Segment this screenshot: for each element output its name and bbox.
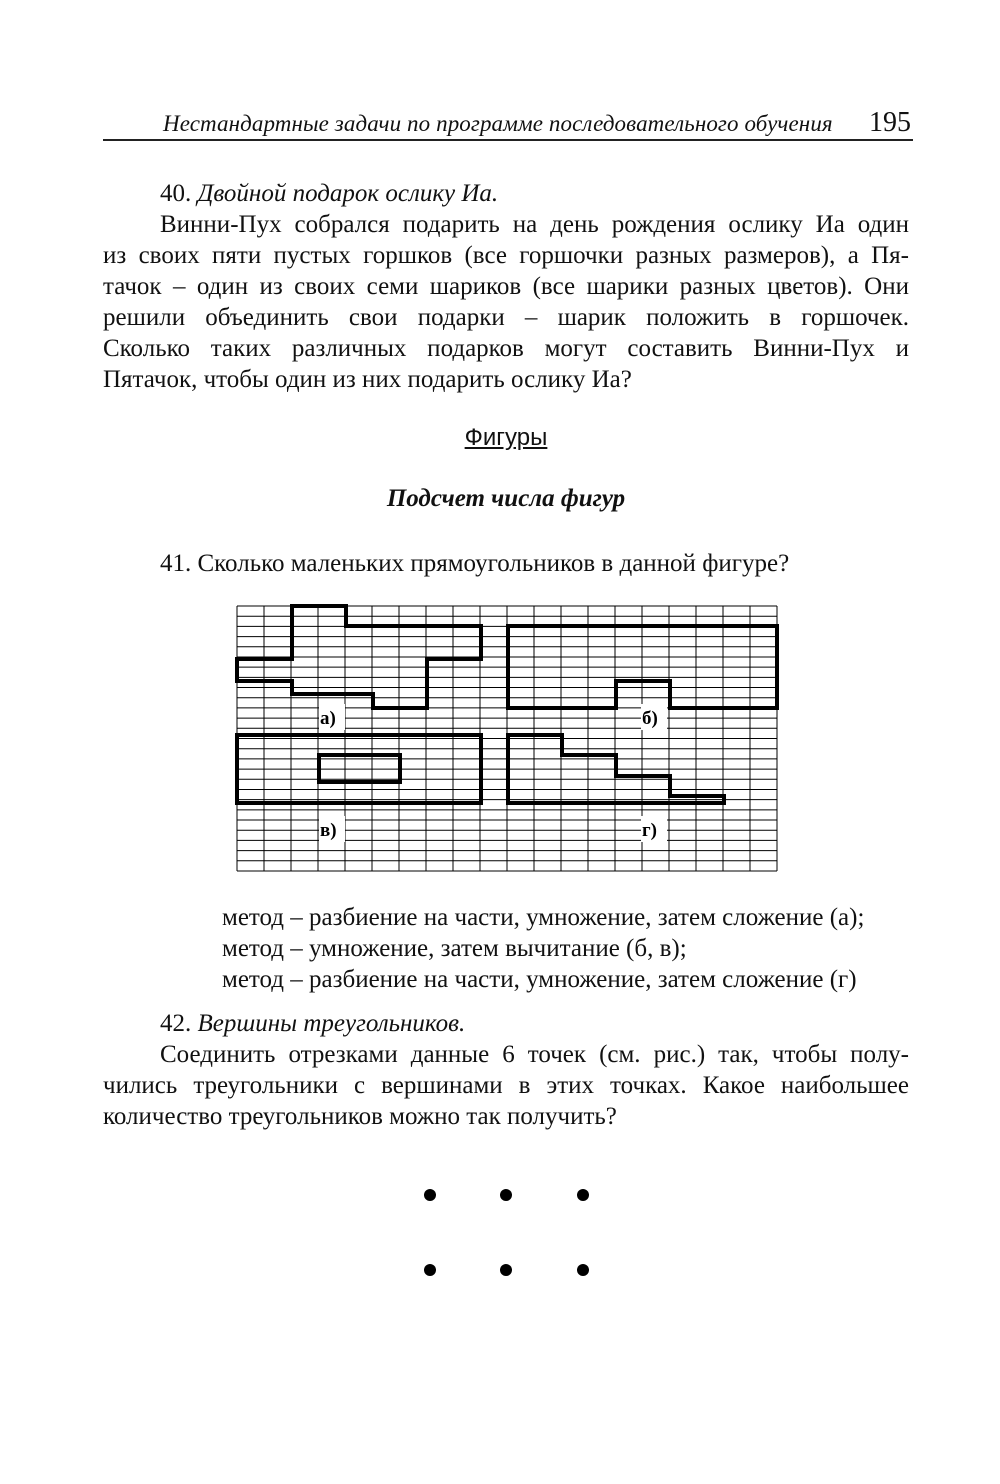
section-heading: Подсчет числа фигур <box>386 485 626 512</box>
problem-40-number: 40. <box>160 180 192 207</box>
problem-40-line-4: решили объединить свои подарки – шарик положить в горшочек. <box>103 304 909 331</box>
problem-40-line-5: Сколько таких различных подарков могут составить Винни-Пух и <box>103 335 909 362</box>
figure-label-b: б) <box>642 708 658 729</box>
problem-40-heading <box>103 178 909 209</box>
problem-40-line-6: Пятачок, чтобы один из них подарить ослику Иа? <box>103 366 632 393</box>
point-3 <box>577 1189 589 1201</box>
method-2: метод – умножение, затем вычитание (б, в); <box>222 935 687 962</box>
section-link-figures[interactable]: Фигуры <box>464 424 548 451</box>
problem-42-line-2: чились треугольники с вершинами в этих точках. Какое наибольшее <box>103 1072 909 1099</box>
grid-figure-svg <box>225 596 785 881</box>
problem-42-line-1: Соединить отрезками данные 6 точек (см. рис.) так, чтобы полу- <box>160 1041 909 1068</box>
method-3: метод – разбиение на части, умножение, затем сложение (г) <box>222 966 857 993</box>
method-1: метод – разбиение на части, умножение, затем сложение (а); <box>222 904 865 931</box>
problem-41-text: 41. Сколько маленьких прямоугольников в данной фигуре? <box>160 550 790 577</box>
problem-41 <box>103 548 909 579</box>
problem-40-line-2: из своих пяти пустых горшков (все горшочки разных размеров), а Пя- <box>103 242 909 269</box>
point-2 <box>500 1189 512 1201</box>
figure-label-v: в) <box>320 820 337 841</box>
page-number: 195 <box>869 107 911 138</box>
problem-42-heading <box>103 1008 909 1039</box>
point-6 <box>577 1264 589 1276</box>
point-5 <box>500 1264 512 1276</box>
point-1 <box>424 1189 436 1201</box>
problem-42 <box>103 1008 909 1132</box>
problem-42-number: 42. <box>160 1010 192 1037</box>
figure-label-g: г) <box>642 820 657 841</box>
problem-40-title: Двойной подарок ослику Иа. <box>197 180 499 207</box>
problem-40 <box>103 178 909 395</box>
figure-label-a: а) <box>320 708 336 729</box>
point-4 <box>424 1264 436 1276</box>
grid-figure <box>225 596 785 886</box>
header-title: Нестандартные задачи по программе последовательного обучения <box>163 111 833 136</box>
problem-42-line-3: количество треугольников можно так получить? <box>103 1103 617 1130</box>
problem-40-line-3: тачок – один из своих семи шариков (все шарики разных цветов). Они <box>103 273 909 300</box>
problem-40-line-1: Винни-Пух собрался подарить на день рождения ослику Иа один <box>160 211 909 238</box>
six-points-figure <box>400 1170 600 1285</box>
methods-list <box>222 902 864 995</box>
problem-42-title: Вершины треугольников. <box>197 1010 466 1037</box>
running-header <box>103 103 913 141</box>
